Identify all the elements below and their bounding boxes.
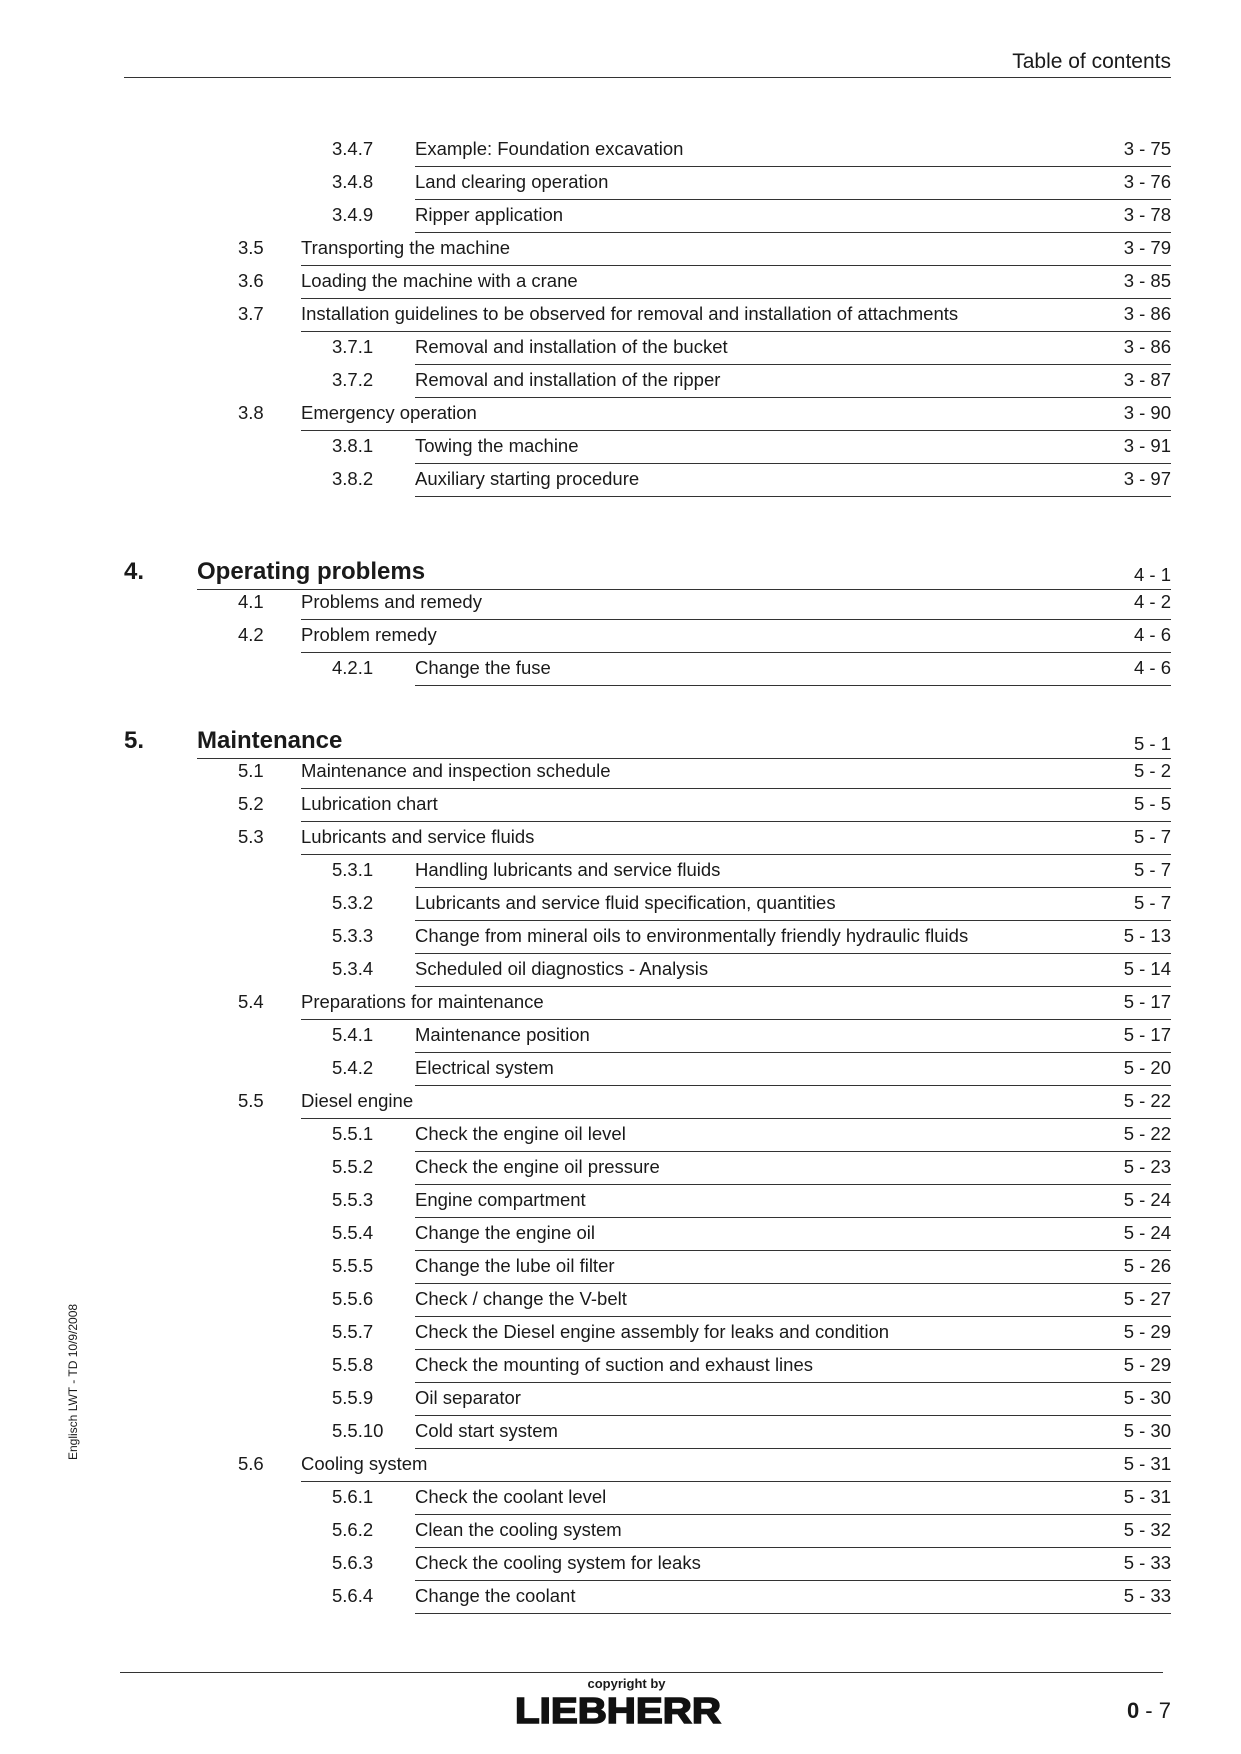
chapter-title: Operating problems <box>197 558 426 585</box>
footer-rule <box>120 1672 1163 1673</box>
toc-entry[interactable] <box>0 1023 1241 1055</box>
toc-entry[interactable] <box>0 858 1241 890</box>
toc-entry-page: 5 - 13 <box>1123 925 1171 946</box>
toc-entry-rule <box>415 1382 1171 1383</box>
toc-entry-number: 4.2 <box>238 624 264 645</box>
toc-entry[interactable] <box>0 825 1241 857</box>
toc-entry-title: Towing the machine <box>415 435 579 456</box>
toc-entry-rule <box>415 1283 1171 1284</box>
toc-entry-rule <box>301 430 1171 431</box>
toc-entry-number: 3.8.1 <box>332 435 374 456</box>
toc-entry-number: 5.5.3 <box>332 1189 374 1210</box>
toc-entry-title: Example: Foundation excavation <box>415 138 684 159</box>
toc-entry-title: Check the cooling system for leaks <box>415 1552 701 1573</box>
toc-chapter-heading[interactable] <box>0 550 1241 590</box>
toc-entry-title: Electrical system <box>415 1057 554 1078</box>
toc-entry[interactable] <box>0 434 1241 466</box>
toc-entry[interactable] <box>0 467 1241 499</box>
toc-entry-number: 5.3 <box>238 826 264 847</box>
toc-entry-title: Check the coolant level <box>415 1486 607 1507</box>
toc-entry-page: 5 - 7 <box>1133 826 1171 847</box>
toc-entry-title: Removal and installation of the ripper <box>415 369 721 390</box>
toc-entry-number: 5.1 <box>238 760 264 781</box>
toc-entry-title: Cold start system <box>415 1420 558 1441</box>
toc-entry-rule <box>415 1349 1171 1350</box>
toc-entry-rule <box>415 463 1171 464</box>
toc-entry-title: Removal and installation of the bucket <box>415 336 728 357</box>
toc-entry-title: Maintenance and inspection schedule <box>301 760 611 781</box>
toc-entry-number: 5.5.6 <box>332 1288 374 1309</box>
toc-entry-page: 3 - 76 <box>1123 171 1171 192</box>
toc-entry-page: 3 - 91 <box>1123 435 1171 456</box>
toc-entry[interactable] <box>0 656 1241 688</box>
toc-entry-page: 5 - 30 <box>1123 1387 1171 1408</box>
toc-entry-number: 3.7 <box>238 303 264 324</box>
toc-entry-rule <box>415 199 1171 200</box>
toc-entry[interactable] <box>0 137 1241 169</box>
toc-entry-rule <box>415 1184 1171 1185</box>
toc-entry[interactable] <box>0 1287 1241 1319</box>
toc-entry-number: 5.6.4 <box>332 1585 374 1606</box>
toc-entry[interactable] <box>0 990 1241 1022</box>
toc-entry-number: 5.2 <box>238 793 264 814</box>
toc-entry-page: 5 - 26 <box>1123 1255 1171 1276</box>
toc-entry-rule <box>415 1514 1171 1515</box>
toc-entry-number: 5.4 <box>238 991 264 1012</box>
toc-entry-title: Land clearing operation <box>415 171 609 192</box>
toc-entry-title: Lubrication chart <box>301 793 438 814</box>
toc-entry[interactable] <box>0 924 1241 956</box>
toc-entry[interactable] <box>0 401 1241 433</box>
chapter-page: 5 - 1 <box>1133 733 1171 754</box>
toc-entry-title: Check the engine oil pressure <box>415 1156 660 1177</box>
toc-entry-page: 4 - 6 <box>1133 624 1171 645</box>
toc-entry-title: Diesel engine <box>301 1090 414 1111</box>
toc-entry-rule <box>415 496 1171 497</box>
toc-entry[interactable] <box>0 1254 1241 1286</box>
toc-entry[interactable] <box>0 269 1241 301</box>
toc-entry-number: 5.3.4 <box>332 958 374 979</box>
toc-entry[interactable] <box>0 759 1241 791</box>
toc-entry-page: 5 - 31 <box>1123 1453 1171 1474</box>
page-index: 7 <box>1158 1698 1171 1723</box>
toc-entry-number: 5.5.8 <box>332 1354 374 1375</box>
toc-entry[interactable] <box>0 1089 1241 1121</box>
toc-entry-page: 5 - 20 <box>1123 1057 1171 1078</box>
toc-entry-rule <box>301 619 1171 620</box>
toc-entry-number: 4.2.1 <box>332 657 374 678</box>
toc-entry-number: 3.7.1 <box>332 336 374 357</box>
toc-entry-title: Change the engine oil <box>415 1222 596 1243</box>
toc-entry-page: 5 - 32 <box>1123 1519 1171 1540</box>
toc-entry-rule <box>415 1085 1171 1086</box>
chapter-number: 4. <box>124 558 145 585</box>
toc-entry-title: Change from mineral oils to environmentally friendly hydraulic fluids <box>415 925 969 946</box>
toc-entry-number: 5.6.1 <box>332 1486 374 1507</box>
toc-entry-number: 5.5.10 <box>332 1420 384 1441</box>
toc-entry-title: Check the engine oil level <box>415 1123 626 1144</box>
toc-entry[interactable] <box>0 1518 1241 1550</box>
toc-entry-rule <box>415 920 1171 921</box>
toc-entry-title: Lubricants and service fluid specification, quantities <box>415 892 836 913</box>
toc-entry-title: Check the Diesel engine assembly for leaks and condition <box>415 1321 890 1342</box>
toc-entry-rule <box>415 232 1171 233</box>
toc-entry-page: 5 - 27 <box>1123 1288 1171 1309</box>
toc-entry-rule <box>301 1118 1171 1119</box>
toc-entry-page: 3 - 79 <box>1123 237 1171 258</box>
toc-entry-title: Installation guidelines to be observed for removal and installation of attachments <box>301 303 959 324</box>
toc-entry-page: 5 - 29 <box>1123 1321 1171 1342</box>
toc-entry-rule <box>415 166 1171 167</box>
toc-entry-rule <box>301 265 1171 266</box>
toc-entry-page: 5 - 2 <box>1133 760 1171 781</box>
toc-entry-number: 3.4.9 <box>332 204 374 225</box>
toc-entry-title: Clean the cooling system <box>415 1519 622 1540</box>
toc-entry[interactable] <box>0 302 1241 334</box>
toc-entry-page: 3 - 86 <box>1123 336 1171 357</box>
toc-entry[interactable] <box>0 1584 1241 1616</box>
toc-entry-page: 5 - 22 <box>1123 1123 1171 1144</box>
toc-entry-title: Lubricants and service fluids <box>301 826 535 847</box>
toc-entry[interactable] <box>0 1155 1241 1187</box>
toc-entry-page: 5 - 5 <box>1133 793 1171 814</box>
toc-entry[interactable] <box>0 1551 1241 1583</box>
toc-entry-rule <box>415 397 1171 398</box>
toc-entry-page: 3 - 78 <box>1123 204 1171 225</box>
toc-entry-number: 5.4.2 <box>332 1057 374 1078</box>
toc-entry[interactable] <box>0 1221 1241 1253</box>
toc-entry-title: Oil separator <box>415 1387 521 1408</box>
toc-entry-number: 5.6 <box>238 1453 264 1474</box>
toc-entry[interactable] <box>0 1188 1241 1220</box>
toc-entry-rule <box>415 1151 1171 1152</box>
toc-entry-number: 5.5.1 <box>332 1123 374 1144</box>
toc-entry-title: Scheduled oil diagnostics - Analysis <box>415 958 709 979</box>
toc-entry-title: Preparations for maintenance <box>301 991 544 1012</box>
toc-entry-rule <box>301 652 1171 653</box>
page-separator: - <box>1139 1698 1159 1723</box>
copyright-label: copyright by <box>587 1676 666 1691</box>
toc-entry[interactable] <box>0 1485 1241 1517</box>
chapter-number: 5. <box>124 727 145 754</box>
toc-entry[interactable] <box>0 1122 1241 1154</box>
toc-entry-page: 5 - 24 <box>1123 1222 1171 1243</box>
toc-entry-rule <box>415 887 1171 888</box>
toc-entry-title: Maintenance position <box>415 1024 590 1045</box>
toc-entry-number: 5.5.9 <box>332 1387 374 1408</box>
toc-entry-rule <box>301 1019 1171 1020</box>
toc-entry[interactable] <box>0 335 1241 367</box>
toc-entry[interactable] <box>0 1320 1241 1352</box>
toc-entry-title: Check / change the V-belt <box>415 1288 627 1309</box>
toc-entry-page: 3 - 85 <box>1123 270 1171 291</box>
toc-entry-page: 5 - 29 <box>1123 1354 1171 1375</box>
toc-entry-title: Engine compartment <box>415 1189 586 1210</box>
toc-entry-rule <box>415 1580 1171 1581</box>
toc-entry-title: Change the fuse <box>415 657 551 678</box>
toc-entry-rule <box>301 331 1171 332</box>
toc-entry-rule <box>415 1217 1171 1218</box>
chapter-title: Maintenance <box>197 727 343 754</box>
toc-entry[interactable] <box>0 623 1241 655</box>
toc-entry[interactable] <box>0 170 1241 202</box>
toc-entry-page: 5 - 30 <box>1123 1420 1171 1441</box>
toc-entry-page: 4 - 6 <box>1133 657 1171 678</box>
toc-entry-number: 5.5.5 <box>332 1255 374 1276</box>
toc-entry-number: 5.4.1 <box>332 1024 374 1045</box>
toc-entry[interactable] <box>0 368 1241 400</box>
toc-entry-rule <box>415 1547 1171 1548</box>
toc-entry-page: 3 - 87 <box>1123 369 1171 390</box>
toc-entry-page: 5 - 23 <box>1123 1156 1171 1177</box>
toc-entry-title: Ripper application <box>415 204 564 225</box>
toc-entry-page: 5 - 24 <box>1123 1189 1171 1210</box>
toc-entry-number: 3.8.2 <box>332 468 374 489</box>
toc-entry-title: Auxiliary starting procedure <box>415 468 640 489</box>
toc-entry-rule <box>301 1481 1171 1482</box>
toc-entry-page: 5 - 17 <box>1123 1024 1171 1045</box>
toc-entry-page: 4 - 2 <box>1133 591 1171 612</box>
toc-entry[interactable] <box>0 957 1241 989</box>
toc-entry-number: 5.6.3 <box>332 1552 374 1573</box>
toc-entry-page: 5 - 33 <box>1123 1585 1171 1606</box>
toc-entry-number: 5.5.4 <box>332 1222 374 1243</box>
toc-entry-number: 5.5.7 <box>332 1321 374 1342</box>
toc-entry-rule <box>301 854 1171 855</box>
toc-entry[interactable] <box>0 1419 1241 1451</box>
toc-entry-rule <box>415 1052 1171 1053</box>
toc-entry-number: 3.4.8 <box>332 171 374 192</box>
toc-entry-title: Loading the machine with a crane <box>301 270 578 291</box>
page-chapter: 0 <box>1126 1698 1140 1723</box>
toc-entry[interactable] <box>0 891 1241 923</box>
toc-entry-title: Transporting the machine <box>301 237 511 258</box>
toc-entry-number: 5.3.2 <box>332 892 374 913</box>
toc-entry-number: 5.5.2 <box>332 1156 374 1177</box>
toc-entry[interactable] <box>0 1386 1241 1418</box>
chapter-page: 4 - 1 <box>1133 564 1171 585</box>
toc-entry-rule <box>301 298 1171 299</box>
toc-entry-title: Emergency operation <box>301 402 477 423</box>
toc-entry-number: 5.3.1 <box>332 859 374 880</box>
toc-entry-number: 4.1 <box>238 591 264 612</box>
document-revision-note: Englisch LWT - TD 10/9/2008 <box>66 1303 80 1460</box>
page-number <box>1127 1698 1171 1724</box>
toc-entry-title: Problems and remedy <box>301 591 482 612</box>
toc-entry-title: Cooling system <box>301 1453 428 1474</box>
toc-entry-number: 5.3.3 <box>332 925 374 946</box>
toc-entry-rule <box>415 986 1171 987</box>
toc-entry[interactable] <box>0 1056 1241 1088</box>
toc-entry-title: Change the lube oil filter <box>415 1255 615 1276</box>
toc-entry-rule <box>415 685 1171 686</box>
toc-entry-rule <box>301 821 1171 822</box>
header-title: Table of contents <box>1012 50 1171 73</box>
toc-entry-page: 3 - 86 <box>1123 303 1171 324</box>
toc-entry-rule <box>415 1448 1171 1449</box>
toc-entry-number: 3.4.7 <box>332 138 374 159</box>
toc-entry-rule <box>415 953 1171 954</box>
toc-entry-title: Change the coolant <box>415 1585 576 1606</box>
toc-entry-rule <box>415 364 1171 365</box>
toc-entry-title: Handling lubricants and service fluids <box>415 859 721 880</box>
toc-entry-rule <box>415 1415 1171 1416</box>
toc-entry[interactable] <box>0 1452 1241 1484</box>
toc-entry-title: Check the mounting of suction and exhaust lines <box>415 1354 813 1375</box>
toc-entry-page: 5 - 7 <box>1133 892 1171 913</box>
toc-entry[interactable] <box>0 1353 1241 1385</box>
toc-entry-page: 3 - 90 <box>1123 402 1171 423</box>
toc-entry[interactable] <box>0 792 1241 824</box>
toc-entry-number: 3.5 <box>238 237 264 258</box>
liebherr-logo <box>512 1693 724 1727</box>
toc-entry-page: 3 - 75 <box>1123 138 1171 159</box>
toc-entry-rule <box>415 1613 1171 1614</box>
toc-entry-number: 5.5 <box>238 1090 264 1111</box>
toc-entry-number: 3.7.2 <box>332 369 374 390</box>
toc-entry-page: 5 - 17 <box>1123 991 1171 1012</box>
toc-entry-page: 5 - 33 <box>1123 1552 1171 1573</box>
toc-entry[interactable] <box>0 590 1241 622</box>
toc-entry-number: 3.8 <box>238 402 264 423</box>
logo-text: LIEBHERR <box>515 1693 721 1727</box>
toc-entry-title: Problem remedy <box>301 624 437 645</box>
toc-chapter-heading[interactable] <box>0 719 1241 759</box>
toc-entry-page: 5 - 31 <box>1123 1486 1171 1507</box>
toc-entry-rule <box>301 788 1171 789</box>
toc-entry-page: 5 - 14 <box>1123 958 1171 979</box>
toc-entry[interactable] <box>0 203 1241 235</box>
toc-entry-rule <box>415 1316 1171 1317</box>
toc-entry-number: 5.6.2 <box>332 1519 374 1540</box>
toc-entry-page: 5 - 7 <box>1133 859 1171 880</box>
toc-entry-page: 5 - 22 <box>1123 1090 1171 1111</box>
toc-entry-number: 3.6 <box>238 270 264 291</box>
toc-entry-rule <box>415 1250 1171 1251</box>
toc-entry-page: 3 - 97 <box>1123 468 1171 489</box>
toc-entry[interactable] <box>0 236 1241 268</box>
